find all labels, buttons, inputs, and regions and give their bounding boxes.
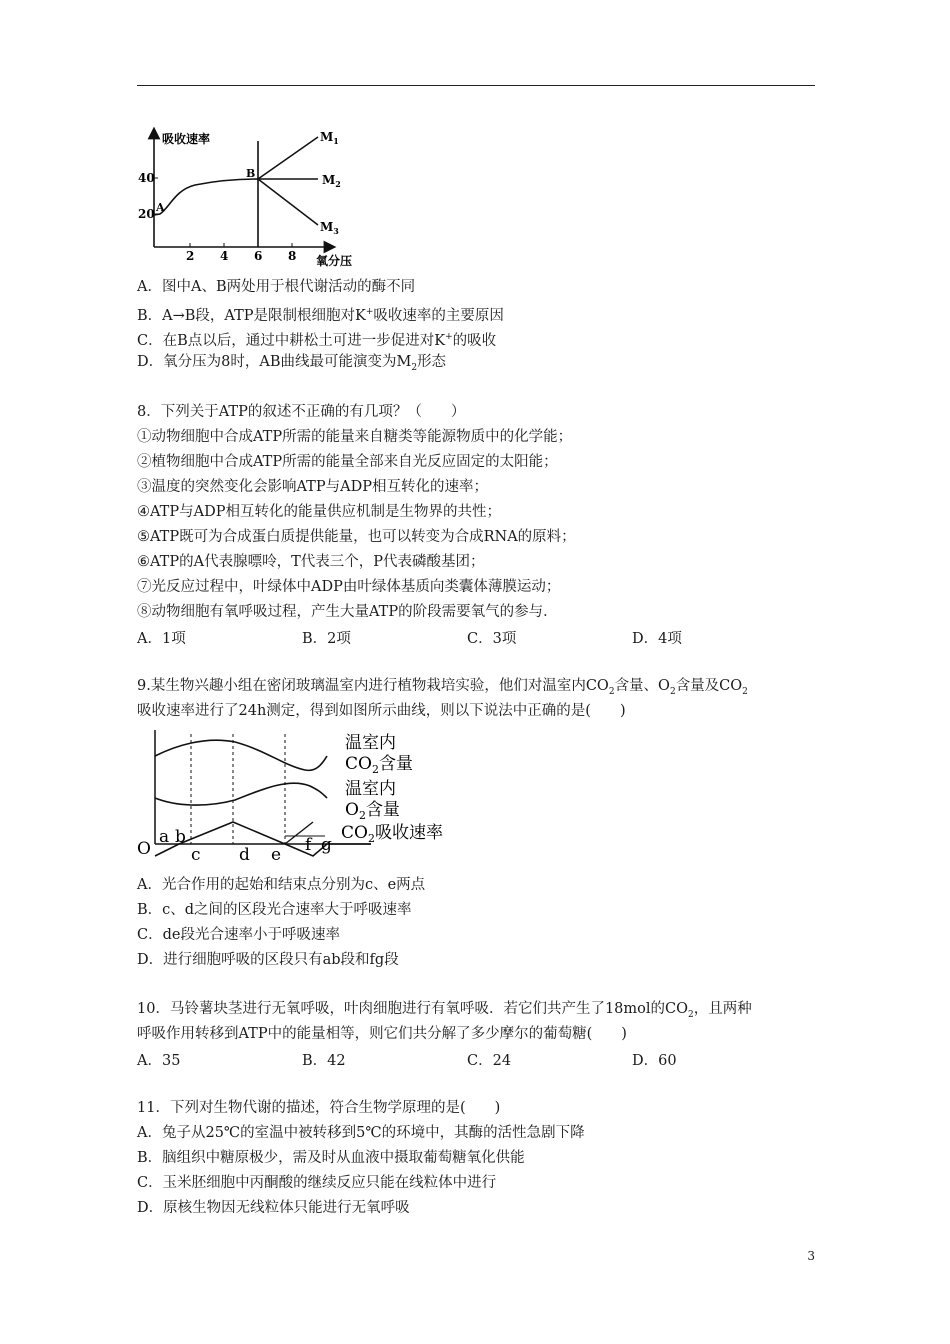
o2-content-curve (155, 783, 327, 805)
x-tick-6: 6 (254, 249, 263, 263)
x-tick-8: 8 (288, 249, 297, 263)
q10-option-d: D．60 (632, 1053, 677, 1069)
curve-m3 (258, 179, 318, 225)
q10-option-c: C．24 (467, 1053, 512, 1069)
x-tick-2: 2 (186, 249, 195, 263)
q9-option-a: A．光合作用的起始和结束点分别为c、e两点 (137, 877, 426, 893)
o2-content-label-line1: 温室内 (345, 779, 396, 799)
q11-option-d: D．原核生物因无线粒体只能进行无氧呼吸 (137, 1200, 410, 1216)
x-axis-label: 氧分压 (316, 254, 353, 268)
q10-stem-line1: 10．马铃薯块茎进行无氧呼吸，叶肉细胞进行有氧呼吸．若它们共产生了18mol的$CO_2$，且两种 (137, 1001, 752, 1020)
q8-item-7: ⑦光反应过程中，叶绿体中ADP由叶绿体基质向类囊体薄膜运动； (137, 579, 561, 595)
o2-content-label-line2: $O_2$含量 (345, 800, 400, 822)
q7-option-d: D．氧分压为8时，AB曲线最可能演变为$M_2$形态 (137, 354, 447, 373)
q8-item-5: ⑤ATP既可为合成蛋白质提供能量，也可以转变为合成RNA的原料； (137, 529, 576, 545)
co2-content-label-line2: $CO_2$含量 (345, 754, 413, 776)
co2-absorption-curve (155, 822, 371, 856)
point-e-label: e (271, 845, 282, 865)
point-b-label: b (175, 827, 186, 847)
point-d-label: d (239, 845, 250, 865)
q11-option-b: B．脑组织中糖原极少，需及时从血液中摄取葡萄糖氧化供能 (137, 1150, 525, 1166)
q9-stem-line1: 9.某生物兴趣小组在密闭玻璃温室内进行植物栽培实验，他们对温室内$CO_2$含量、$O_2$含量及$CO_2$ (137, 678, 748, 697)
m3-label: $M_3$ (320, 220, 339, 236)
greenhouse-curves-figure (135, 726, 470, 866)
y-tick-40: 40 (138, 171, 155, 185)
q8-option-a: A．1项 (137, 631, 186, 647)
point-a-label: A (156, 201, 165, 214)
header-rule (137, 85, 815, 86)
q8-option-d: D．4项 (632, 631, 682, 647)
q8-option-c: C．3项 (467, 631, 517, 647)
y-axis-label: 吸收速率 (162, 132, 211, 146)
x-tick-4: 4 (220, 249, 229, 263)
y-tick-20: 20 (138, 207, 155, 221)
q9-option-c: C．de段光合速率小于呼吸速率 (137, 927, 340, 943)
m1-label: $M_1$ (320, 130, 339, 146)
q10-option-b: B．42 (302, 1053, 346, 1069)
q10-stem-line2: 呼吸作用转移到ATP中的能量相等，则它们共分解了多少摩尔的葡萄糖( ) (137, 1026, 627, 1042)
q7-option-a: A．图中A、B两处用于根代谢活动的酶不同 (137, 279, 416, 295)
q8-option-b: B．2项 (302, 631, 351, 647)
q8-item-1: ①动物细胞中合成ATP所需的能量来自糖类等能源物质中的化学能； (137, 429, 573, 445)
q9-option-d: D．进行细胞呼吸的区段只有ab段和fg段 (137, 952, 399, 968)
q10-option-a: A．35 (137, 1053, 181, 1069)
point-c-label: c (191, 845, 201, 865)
point-a-label: a (159, 827, 170, 847)
q8-stem: 8．下列关于ATP的叙述不正确的有几项？（ ） (137, 404, 466, 420)
q8-item-3: ③温度的突然变化会影响ATP与ADP相互转化的速率； (137, 479, 488, 495)
m2-label: $M_2$ (322, 173, 341, 189)
q11-option-a: A．兔子从25℃的室温中被转移到5℃的环境中，其酶的活性急剧下降 (137, 1125, 585, 1141)
q7-option-c: C．在B点以后，通过中耕松土可进一步促进对K+的吸收 (137, 332, 497, 349)
q8-item-8: ⑧动物细胞有氧呼吸过程，产生大量ATP的阶段需要氧气的参与． (137, 604, 558, 620)
absorption-rate-figure (130, 125, 360, 270)
q11-option-c: C．玉米胚细胞中丙酮酸的继续反应只能在线粒体中进行 (137, 1175, 497, 1191)
point-b-label: B (246, 167, 256, 180)
q8-item-4: ④ATP与ADP相互转化的能量供应机制是生物界的共性； (137, 504, 501, 520)
q8-item-6: ⑥ATP的A代表腺嘌呤，T代表三个，P代表磷酸基团； (137, 554, 485, 570)
q11-stem: 11．下列对生物代谢的描述，符合生物学原理的是( ) (137, 1100, 501, 1116)
co2-absorption-label: $CO_2$吸收速率 (341, 823, 443, 845)
q9-stem-line2: 吸收速率进行了24h测定，得到如图所示曲线，则以下说法中正确的是( ) (137, 703, 626, 719)
q8-item-2: ②植物细胞中合成ATP所需的能量全部来自光反应固定的太阳能； (137, 454, 558, 470)
page-number: 3 (807, 1249, 815, 1263)
point-g-label: g (321, 835, 332, 855)
q7-option-b: B．A→B段，ATP是限制根细胞对K+吸收速率的主要原因 (137, 307, 504, 324)
co2-content-curve (155, 740, 327, 770)
origin-label: O (137, 839, 151, 859)
q9-option-b: B．c、d之间的区段光合速率大于呼吸速率 (137, 902, 412, 918)
curve-m1 (258, 137, 318, 179)
co2-content-label-line1: 温室内 (345, 733, 396, 753)
point-f-label: f (305, 835, 312, 855)
absorption-curve (154, 179, 258, 215)
